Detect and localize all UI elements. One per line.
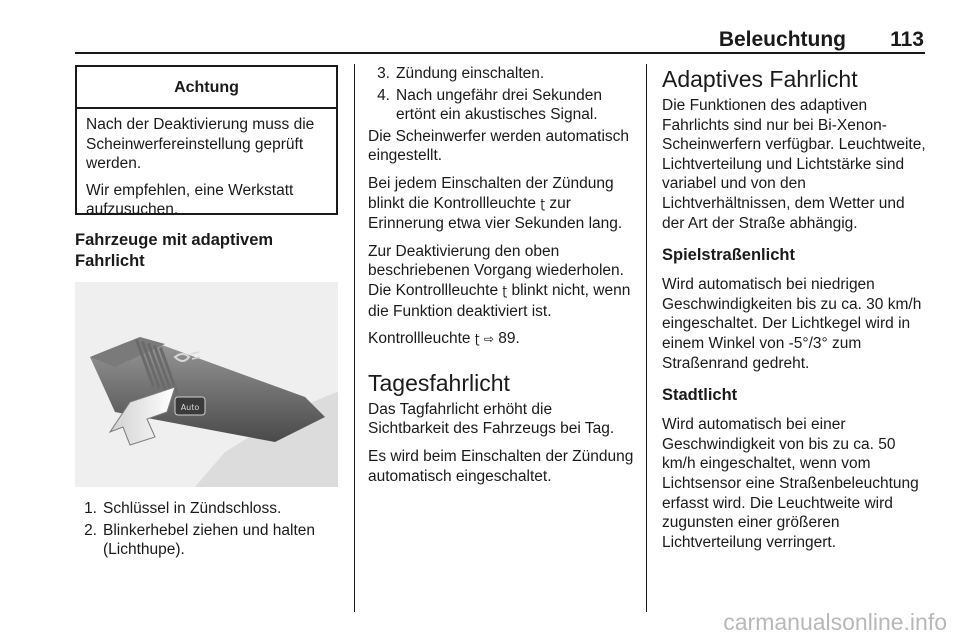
paragraph-deactivation: Zur Deaktivierung den oben beschriebenen Vorgang wiederholen. Die Kontrollleuchte ʈ blinkt nicht, wenn die Funktion deaktiviert ist. [368,242,631,320]
indicator-light-icon: ʈ [502,283,508,298]
step-text: Blinkerhebel ziehen und halten (Lichthupe). [103,521,315,559]
list-item [75,521,340,560]
left-column-heading-block [75,230,340,272]
paragraph-reminder: Bei jedem Einschalten der Zündung blinkt die Kontrollleuchte ʈ zur Erinnerung etwa vier Sekunden lang. [368,174,623,233]
step-number: 2. [84,521,97,539]
section-heading-daytime-lights: Tagesfahrlicht [368,369,510,396]
warning-title: Achtung [77,67,336,109]
steps-list [368,64,634,125]
step-number: 4. [377,86,390,104]
step-text: Zündung einschalten. [396,65,545,82]
warning-paragraph: Wir empfehlen, eine Werkstatt aufzusuchen. [86,181,294,219]
right-column [662,66,928,560]
watermark: carmanualsonline.info [723,609,947,635]
header-rule [75,52,925,54]
warning-box [75,65,338,219]
step-text: Schlüssel in Zündschloss. [103,500,282,517]
paragraph-reference: Kontrollleuchte ʈ ⇨ 89. [368,330,520,348]
paragraph-play-street-light: Wird automatisch bei niedrigen Geschwindigkeiten bis zu ca. 30 km/h eingeschaltet. Der Lichtkegel wird in einem Winkel von -5°/3° zum Straßenrand gedreht. [662,276,922,372]
lever-illustration-svg [75,282,338,487]
steps-list [75,499,340,560]
paragraph-daytime-activation: Es wird beim Einschalten der Zündung automatisch eingeschaltet. [368,447,634,485]
paragraph-adaptive-intro: Die Funktionen des adaptiven Fahrlichts sind nur bei Bi-Xenon-Scheinwerfern verfügbar. Leuchtweite, Lichtverteilung und Lichtstärke sind variabel und von den Lichtverhältnissen, dem Wetter und der Art der Straße abhängig. [662,97,926,232]
column-divider-right [646,64,647,612]
subheading-play-street-light: Spielstraßenlicht [662,246,795,265]
paragraph-city-light: Wird automatisch bei einer Geschwindigkeit von bis zu ca. 50 km/h eingeschaltet, wenn vom Lichtsensor eine Straßenbeleuchtung erfasst wird. Die Leuchtweite wird zugunsten einer größeren Lichtverteilung verringert. [662,416,919,551]
list-item [368,64,634,84]
column-divider-left [354,64,355,612]
list-item [368,86,634,125]
step-number: 1. [84,500,97,517]
left-steps-block [75,499,340,562]
warning-body [77,109,336,220]
warning-paragraph: Nach der Deaktivierung muss die Scheinwerfereinstellung geprüft werden. [86,116,315,173]
paragraph-daytime-visibility: Das Tagfahrlicht erhöht die Sichtbarkeit des Fahrzeugs bei Tag. [368,400,615,438]
list-item [75,499,340,519]
running-header-title: Beleuchtung [718,28,846,51]
paragraph-auto-adjust: Die Scheinwerfer werden automatisch eingestellt. [368,127,630,165]
indicator-light-icon: ʈ [540,196,546,211]
middle-column [368,64,634,494]
lever-illustration [75,282,338,487]
page-reference-arrow-icon: ⇨ [483,332,494,347]
subheading-city-light: Stadtlicht [662,386,738,405]
svg-text:Auto: Auto [180,403,200,412]
step-text: Nach ungefähr drei Sekunden ertönt ein akustisches Signal. [396,86,602,124]
page-number: 113 [890,28,924,51]
indicator-light-icon: ʈ [474,332,480,347]
section-heading-adaptive-vehicles: Fahrzeuge mit adaptivem Fahrlicht [75,231,274,270]
section-heading-adaptive-light: Adaptives Fahrlicht [662,66,858,92]
step-number: 3. [377,65,390,82]
